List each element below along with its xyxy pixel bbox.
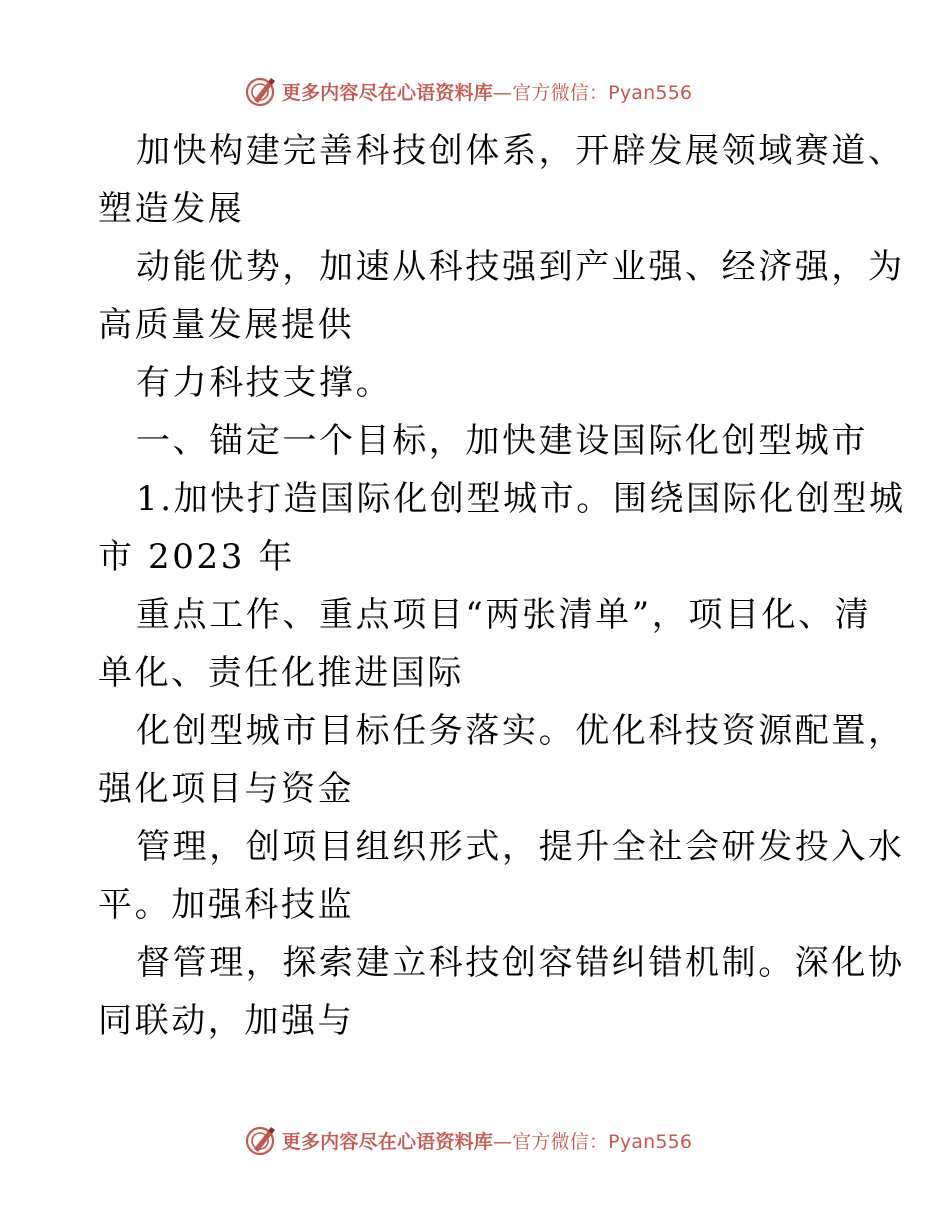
body-line: 有力科技支撑。 bbox=[136, 363, 393, 403]
document-body bbox=[98, 122, 906, 1050]
body-line: 1.加快打造国际化创型城市。围绕国际化创型城 bbox=[136, 479, 906, 519]
body-line: 强化项目与资金 bbox=[98, 769, 355, 809]
header-watermark bbox=[0, 71, 950, 111]
watermark-text bbox=[282, 78, 692, 105]
pen-logo-icon bbox=[244, 74, 278, 108]
body-line: 平。加强科技监 bbox=[98, 885, 355, 925]
body-line: 管理，创项目组织形式，提升全社会研发投入水 bbox=[136, 827, 905, 867]
footer-watermark bbox=[0, 1120, 950, 1160]
watermark-sub-text: —官方微信：Pyan556 bbox=[492, 81, 693, 104]
watermark-main-text: 更多内容尽在心语资料库 bbox=[281, 1130, 493, 1153]
body-line: 重点工作、重点项目“两张清单”，项目化、清 bbox=[136, 595, 872, 635]
pen-logo-icon bbox=[244, 1123, 278, 1157]
body-line: 市 2023 年 bbox=[98, 537, 295, 577]
watermark-text bbox=[282, 1127, 692, 1154]
watermark-main-text: 更多内容尽在心语资料库 bbox=[281, 81, 493, 104]
body-line: 动能优势，加速从科技强到产业强、经济强，为 bbox=[136, 247, 905, 287]
watermark-sub-text: —官方微信：Pyan556 bbox=[492, 1130, 693, 1153]
body-line: 化创型城市目标任务落实。优化科技资源配置， bbox=[136, 711, 905, 751]
body-line: 加快构建完善科技创体系，开辟发展领域赛道、 bbox=[136, 131, 905, 171]
body-line: 高质量发展提供 bbox=[98, 305, 355, 345]
body-line: 督管理，探索建立科技创容错纠错机制。深化协 bbox=[136, 943, 905, 983]
body-line: 单化、责任化推进国际 bbox=[98, 653, 464, 693]
body-line: 塑造发展 bbox=[98, 189, 245, 229]
section-heading: 一、锚定一个目标，加快建设国际化创型城市 bbox=[136, 421, 868, 461]
body-line: 同联动，加强与 bbox=[98, 1001, 355, 1041]
